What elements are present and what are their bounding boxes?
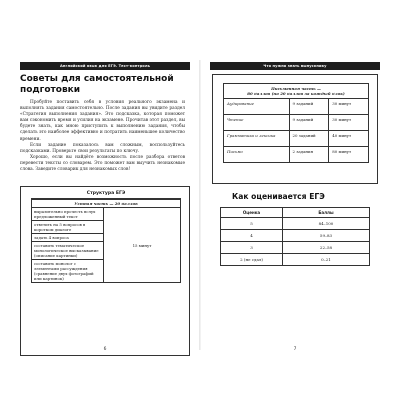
section-name: Аудирование: [224, 99, 290, 115]
section-name: Письмо: [224, 147, 290, 163]
table-row: [32, 208, 181, 221]
task-count: 2 задания: [289, 147, 329, 163]
table-row: [221, 242, 370, 254]
structure-item: ответить на 5 вопросов в коротком диалоге: [32, 221, 104, 234]
structure-box: [20, 186, 190, 356]
oral-part-subheading: Устная часть — 20 баллов: [32, 200, 181, 208]
grade-cell: 4: [221, 230, 283, 242]
paragraph: Хорошо, если вы найдёте возможность после разбора ответов перевести тексты со словарем. Это поможет вам выучить незнакомые слова. Заведите словарик для незнакомых слов!: [20, 154, 185, 173]
table-row: [224, 99, 369, 115]
grade-cell: 2 (не сдал): [221, 254, 283, 266]
table-row: [221, 254, 370, 266]
points-cell: 59–83: [283, 230, 370, 242]
structure-item: задать 4 вопроса: [32, 234, 104, 242]
structure-item: выразительно прочесть вслух предложенный текст: [32, 208, 104, 221]
section-time: 30 минут: [329, 99, 369, 115]
table-row: [221, 230, 370, 242]
oral-time: 15 минут: [104, 208, 181, 283]
table-row: [221, 218, 370, 230]
written-part-table: [223, 83, 369, 163]
written-subheading-line2: 80 баллов (по 20 баллов за каждый блок): [247, 91, 345, 96]
column-header-grade: Оценка: [221, 208, 283, 218]
section-name: Грамматика и лексика: [224, 131, 290, 147]
body-text: [20, 100, 185, 173]
grade-cell: 5: [221, 218, 283, 230]
paragraph: Пробуйте поставить себя в условия реального экзамена и выполнять задания самостоятельно. После задания вы увидите раздел «Стратегия выполнения задания». Это подсказка, которая поможет вам сэкономить время и усилия на экзамене. Прочитав этот раздел, вы будете знать, как мною приступить к выполнению задания, чтобы сделать это наиболее эффективно и потратить наименьшее количество времени.: [20, 100, 185, 142]
structure-item: составить монолог с элементами рассуждения (сравнение двух фотографий или картинок): [32, 260, 104, 283]
written-part-box: [212, 74, 378, 184]
structure-title: Структура ЕГЭ: [31, 191, 181, 199]
task-count: 20 заданий: [289, 131, 329, 147]
table-row: [224, 147, 369, 163]
page-number-right: 7: [293, 347, 297, 352]
column-header-points: Баллы: [283, 208, 370, 218]
running-head-right: Что нужно знать выпускнику: [210, 62, 380, 70]
paragraph: Если задание показалось вам сложным, воспользуйтесь подсказками. Проверьте свои результаты по ключу.: [20, 142, 185, 154]
points-cell: 0–21: [283, 254, 370, 266]
table-row: [224, 115, 369, 131]
grade-cell: 3: [221, 242, 283, 254]
section-time: 40 минут: [329, 131, 369, 147]
table-row: [224, 131, 369, 147]
right-page: [210, 62, 380, 352]
task-count: 9 заданий: [289, 99, 329, 115]
section-time: 80 минут: [329, 147, 369, 163]
points-cell: 22–58: [283, 242, 370, 254]
task-count: 9 заданий: [289, 115, 329, 131]
scores-heading: Как оценивается ЕГЭ: [232, 192, 325, 201]
points-cell: 84–100: [283, 218, 370, 230]
scores-table: [220, 207, 370, 266]
running-head-left: Английский язык для ЕГЭ. Тест-контроль: [20, 62, 190, 70]
structure-table: [31, 199, 181, 283]
left-page: [20, 62, 190, 352]
page-number-left: 6: [103, 347, 107, 352]
structure-item: составить тематическое монологическое высказывание (описание картинки): [32, 242, 104, 260]
table-header-row: [221, 208, 370, 218]
book-gutter: [199, 60, 201, 350]
section-time: 30 минут: [329, 115, 369, 131]
section-heading: Советы для самостоятельной подготовки: [20, 74, 174, 95]
written-subheading-line1: Письменная часть —: [271, 86, 321, 91]
written-part-subheading: [224, 84, 369, 99]
section-name: Чтение: [224, 115, 290, 131]
